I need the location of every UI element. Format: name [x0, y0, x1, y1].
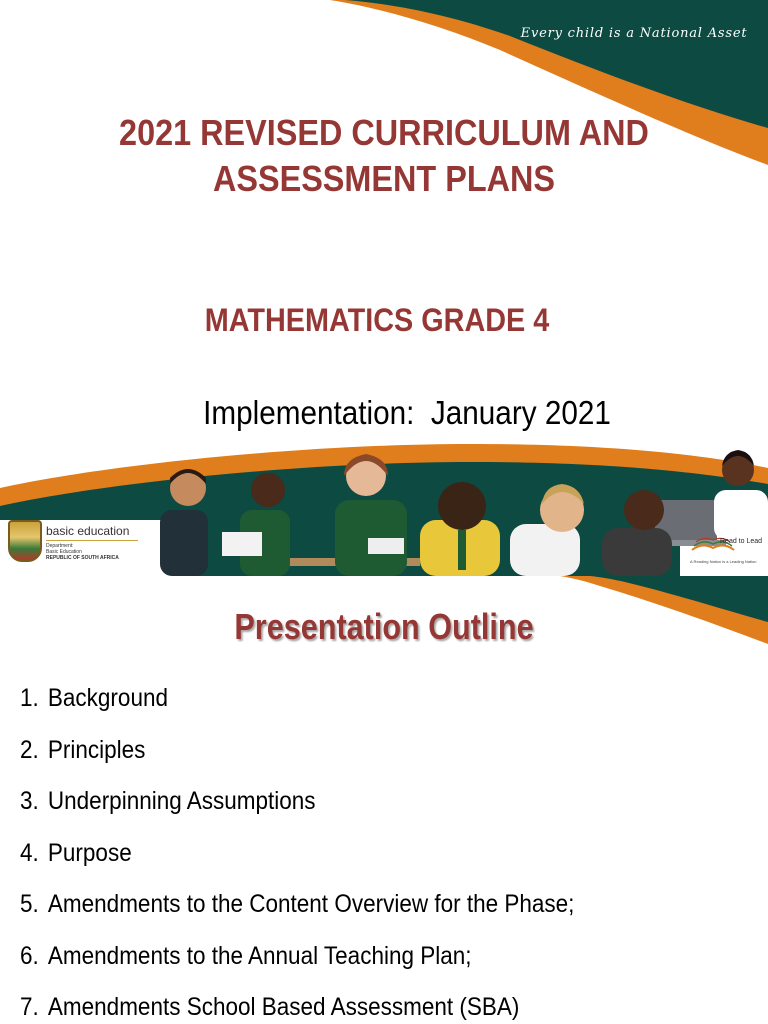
rtl-motto: A Reading Nation is a Leading Nation — [690, 559, 757, 564]
implementation-date: Implementation: January 2021 — [203, 394, 611, 431]
list-item: 1. Background — [20, 684, 168, 712]
dbe-brand: basic education — [46, 524, 130, 538]
dbe-line-2: Basic Education — [46, 549, 82, 555]
coat-of-arms-icon — [8, 520, 42, 566]
outline-list — [20, 684, 636, 1024]
list-item: 5. Amendments to the Content Overview for the Phase; — [20, 890, 575, 918]
list-item: 7. Amendments School Based Assessment (SBA) — [20, 993, 520, 1021]
dbe-line-3: REPUBLIC OF SOUTH AFRICA — [46, 555, 119, 561]
list-item: 6. Amendments to the Annual Teaching Plan; — [20, 941, 472, 970]
outline-slide — [0, 576, 768, 1024]
outline-title: Presentation Outline — [234, 606, 534, 647]
dbe-line-1: Department: — [46, 543, 74, 549]
read-to-lead-logo — [690, 536, 764, 564]
list-item: 2. Principles — [20, 735, 146, 764]
list-item: 3. Underpinning Assumptions — [20, 787, 316, 815]
list-item: 4. Purpose — [20, 838, 132, 867]
title-line-2: ASSESSMENT PLANS — [212, 158, 556, 199]
rtl-name: Read to Lead — [720, 538, 763, 545]
subject-heading: MATHEMATICS GRADE 4 — [204, 302, 550, 338]
page-title — [38, 110, 729, 202]
title-line-1: 2021 REVISED CURRICULUM AND — [119, 112, 649, 153]
tagline: Every child is a National Asset — [520, 26, 748, 41]
